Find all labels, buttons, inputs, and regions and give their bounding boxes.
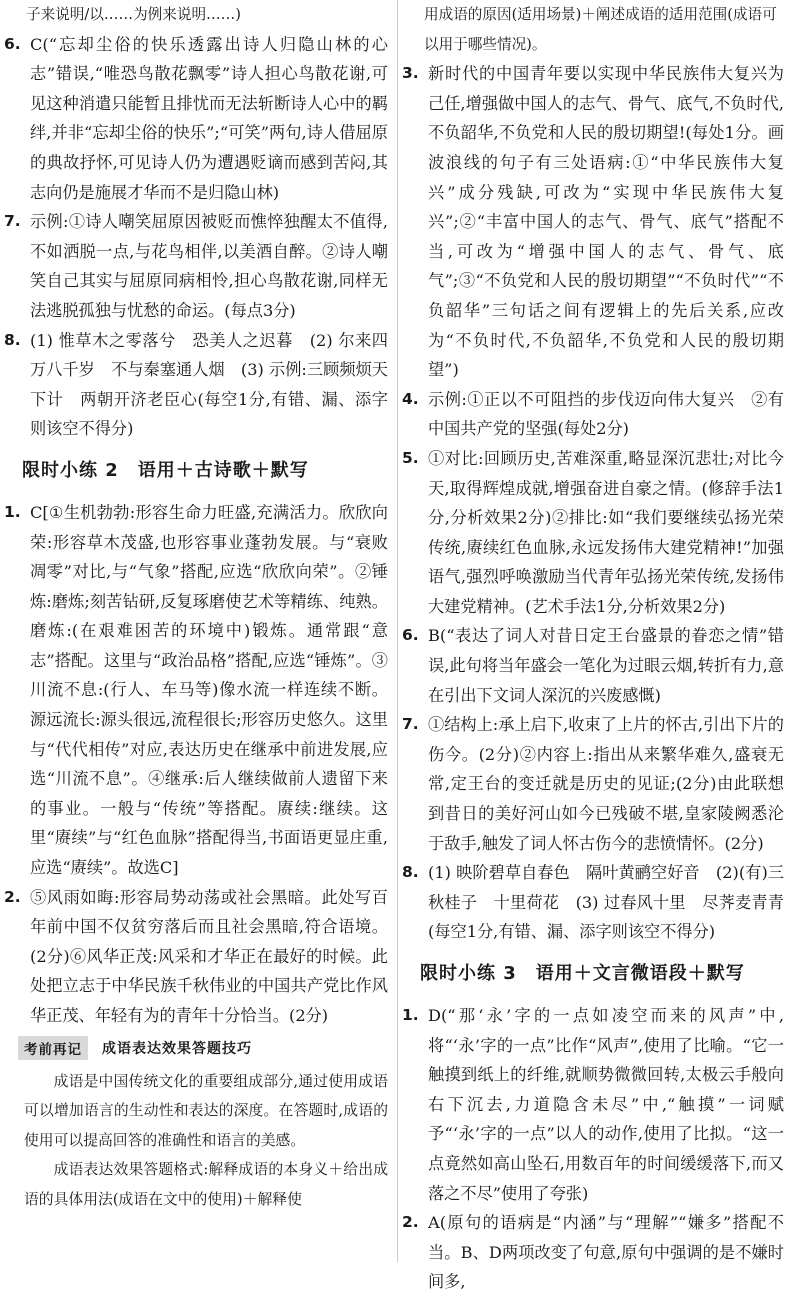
answer-text: C(“忘却尘俗的快乐透露出诗人归隐山林的心志”错误,“唯恐鸟散花飘零”诗人担心鸟散花谢,可见这种消遣只能暂且排忧而无法斩断诗人心中的羁绊,并非“忘却尘俗的快乐”;“可笑”两句,诗人借屈原的典故抒怀,可见诗人仍为遭遇贬谪而感到苦闷,其志向仍是施展才华而不是归隐山林) [30, 34, 388, 202]
answer-item [4, 207, 388, 325]
answer-text: 新时代的中国青年要以实现中华民族伟大复兴为己任,增强做中国人的志气、骨气、底气,不负时代,不负韶华,不负党和人民的殷切期望!(每处1分。画波浪线的句子有三处语病:①“中华民族伟大复兴”成分残缺,可改为“实现中华民族伟大复兴”;②“丰富中国人的志气、骨气、底气”搭配不当,可改为“增强中国人的志气、骨气、底气”;③“不负党和人民的殷切期望”“不负时代”“不负韶华”三句话之间有逻辑上的先后关系,应改为“不负时代,不负韶华,不负党和人民的殷切期望”) [428, 64, 784, 380]
column-divider [397, 0, 398, 1262]
answer-text: 示例:①诗人嘲笑屈原因被贬而憔悴独醒太不值得,不如洒脱一点,与花鸟相伴,以美酒自醉。②诗人嘲笑自己其实与屈原同病相怜,担心鸟散花谢,同样无法逃脱孤独与忧愁的命运。(每点3分) [30, 212, 388, 320]
answer-number: 5. [402, 448, 419, 467]
answer-number: 8. [4, 330, 21, 349]
answer-item [402, 621, 784, 710]
answer-number: 3. [402, 64, 419, 83]
answer-number: 8. [402, 863, 419, 882]
section-title: 限时小练 2 语用＋古诗歌＋默写 [22, 459, 309, 481]
answer-number: 4. [402, 389, 419, 408]
answer-item [4, 326, 388, 444]
answer-number: 6. [402, 626, 419, 645]
answer-number: 2. [4, 887, 21, 906]
answer-number: 1. [402, 1006, 419, 1024]
answer-item [402, 1001, 784, 1208]
answer-text: 示例:①正以不可阻挡的步伐迈向伟大复兴 ②有中国共产党的坚强(每处2分) [428, 389, 784, 439]
answer-number: 1. [4, 502, 21, 521]
answer-item [402, 444, 784, 622]
answer-item [402, 1208, 784, 1297]
answer-item [402, 59, 784, 385]
answer-text: B(“表达了词人对昔日定王台盛景的眷恋之情”错误,此句将当年盛会一笔化为过眼云烟,转折有力,意在引出下文词人深沉的兴废感慨) [428, 626, 784, 705]
answer-text: (1) 惟草木之零落兮 恐美人之迟暮 (2) 尔来四万八千岁 不与秦塞通人烟 (3) 示例:三顾频烦天下计 两朝开济老臣心(每空1分,有错、漏、添字则该空不得分) [30, 330, 388, 439]
answer-item [402, 385, 784, 444]
review-tip-header [18, 1035, 388, 1061]
answer-text: C[①生机勃勃:形容生命力旺盛,充满活力。欣欣向荣:形容草木茂盛,也形容事业蓬勃发展。与“衰败凋零”对比,与“气象”搭配,应选“欣欣向荣”。②锤炼:磨炼;刻苦钻研,反复琢磨使艺术等精练、纯熟。磨炼:(在艰难困苦的环境中)锻炼。通常跟“意志”搭配。这里与“政治品格”搭配,应选“锤炼”。③川流不息:(行人、车马等)像水流一样连续不断。源远流长:源头很远,流程很长;形容历史悠久。这里与“代代相传”对应,表达历史在继承中前进发展,应选“川流不息”。④继承:后人继续做前人遗留下来的事业。一般与“传统”等搭配。赓续:继续。这里“赓续”与“红色血脉”搭配得当,书面语更显庄重,应选“赓续”。故选C] [30, 502, 388, 878]
answer-text: (1) 映阶碧草自春色 隔叶黄鹂空好音 (2)(有)三秋桂子 十里荷花 (3) 过春风十里 尽荠麦青青(每空1分,有错、漏、添字则该空不得分) [428, 863, 784, 942]
answer-number: 7. [402, 715, 419, 734]
answer-text: ①对比:回顾历史,苦难深重,略显深沉悲壮;对比今天,取得辉煌成就,增强奋进自豪之情。(修辞手法1分,分析效果2分)②排比:如“我们要继续弘扬光荣传统,赓续红色血脉,永远发扬伟大建党精神!”加强语气,强烈呼唤激励当代青年弘扬光荣传统,发扬伟大建党精神。(艺术手法1分,分析效果2分) [428, 448, 784, 616]
answer-item [4, 498, 388, 883]
continued-text: 子来说明/以……为例来说明……) [26, 6, 241, 23]
answer-text: ①结构上:承上启下,收束了上片的怀古,引出下片的伤今。(2分)②内容上:指出从来繁华难久,盛衰无常,定王台的变迁就是历史的见证;(2分)由此联想到昔日的美好河山如今已残破不堪,皇家陵阙悉沦于敌手,触发了词人怀古伤今的悲愤情怀。(2分) [428, 715, 784, 853]
tip-paragraph: 成语表达效果答题格式:解释成语的本身义＋给出成语的具体用法(成语在文中的使用)＋解释使 [24, 1161, 388, 1208]
answer-number: 7. [4, 212, 21, 231]
section-title: 限时小练 3 语用＋文言微语段＋默写 [420, 963, 745, 984]
answer-item [4, 30, 388, 208]
right-column [402, 0, 784, 1297]
answer-item [402, 710, 784, 858]
answer-text: D(“那‘永’字的一点如凌空而来的风声”中,将“‘永’字的一点”比作“风声”,使用了比喻。“它一触摸到纸上的纤维,就顺势微微回转,太极云手般向右下沉去,力道隐含未尽”中,“触摸”一词赋予“‘永’字的一点”以人的动作,使用了比拟。“这一点竟然如高山坠石,用数百年的时间缓缓落下,而又落之不尽”使用了夸张) [428, 1006, 784, 1203]
continued-text: 用成语的原因(适用场景)＋阐述成语的适用范围(成语可以用于哪些情况)。 [424, 6, 777, 53]
answer-number: 6. [4, 34, 21, 53]
answer-text: ⑤风雨如晦:形容局势动荡或社会黑暗。此处写百年前中国不仅贫穷落后而且社会黑暗,符合语境。(2分)⑥风华正茂:风采和才华正在最好的时候。此处把立志于中华民族千秋伟业的中国共产党比作风华正茂、年轻有为的青年十分恰当。(2分) [30, 887, 388, 1025]
answer-item [402, 858, 784, 947]
review-tip-title: 成语表达效果答题技巧 [102, 1040, 252, 1057]
left-column [4, 0, 388, 1215]
answer-number: 2. [402, 1213, 419, 1232]
answer-item [4, 883, 388, 1031]
tip-paragraph: 成语是中国传统文化的重要组成部分,通过使用成语可以增加语言的生动性和表达的深度。在答题时,成语的使用可以提高回答的准确性和语言的美感。 [24, 1072, 388, 1149]
answer-text: A(原句的语病是“内涵”与“理解”“嫌多”搭配不当。B、D两项改变了句意,原句中强调的是不嫌时间多, [428, 1213, 784, 1292]
review-tip-badge: 考前再记 [18, 1036, 88, 1060]
